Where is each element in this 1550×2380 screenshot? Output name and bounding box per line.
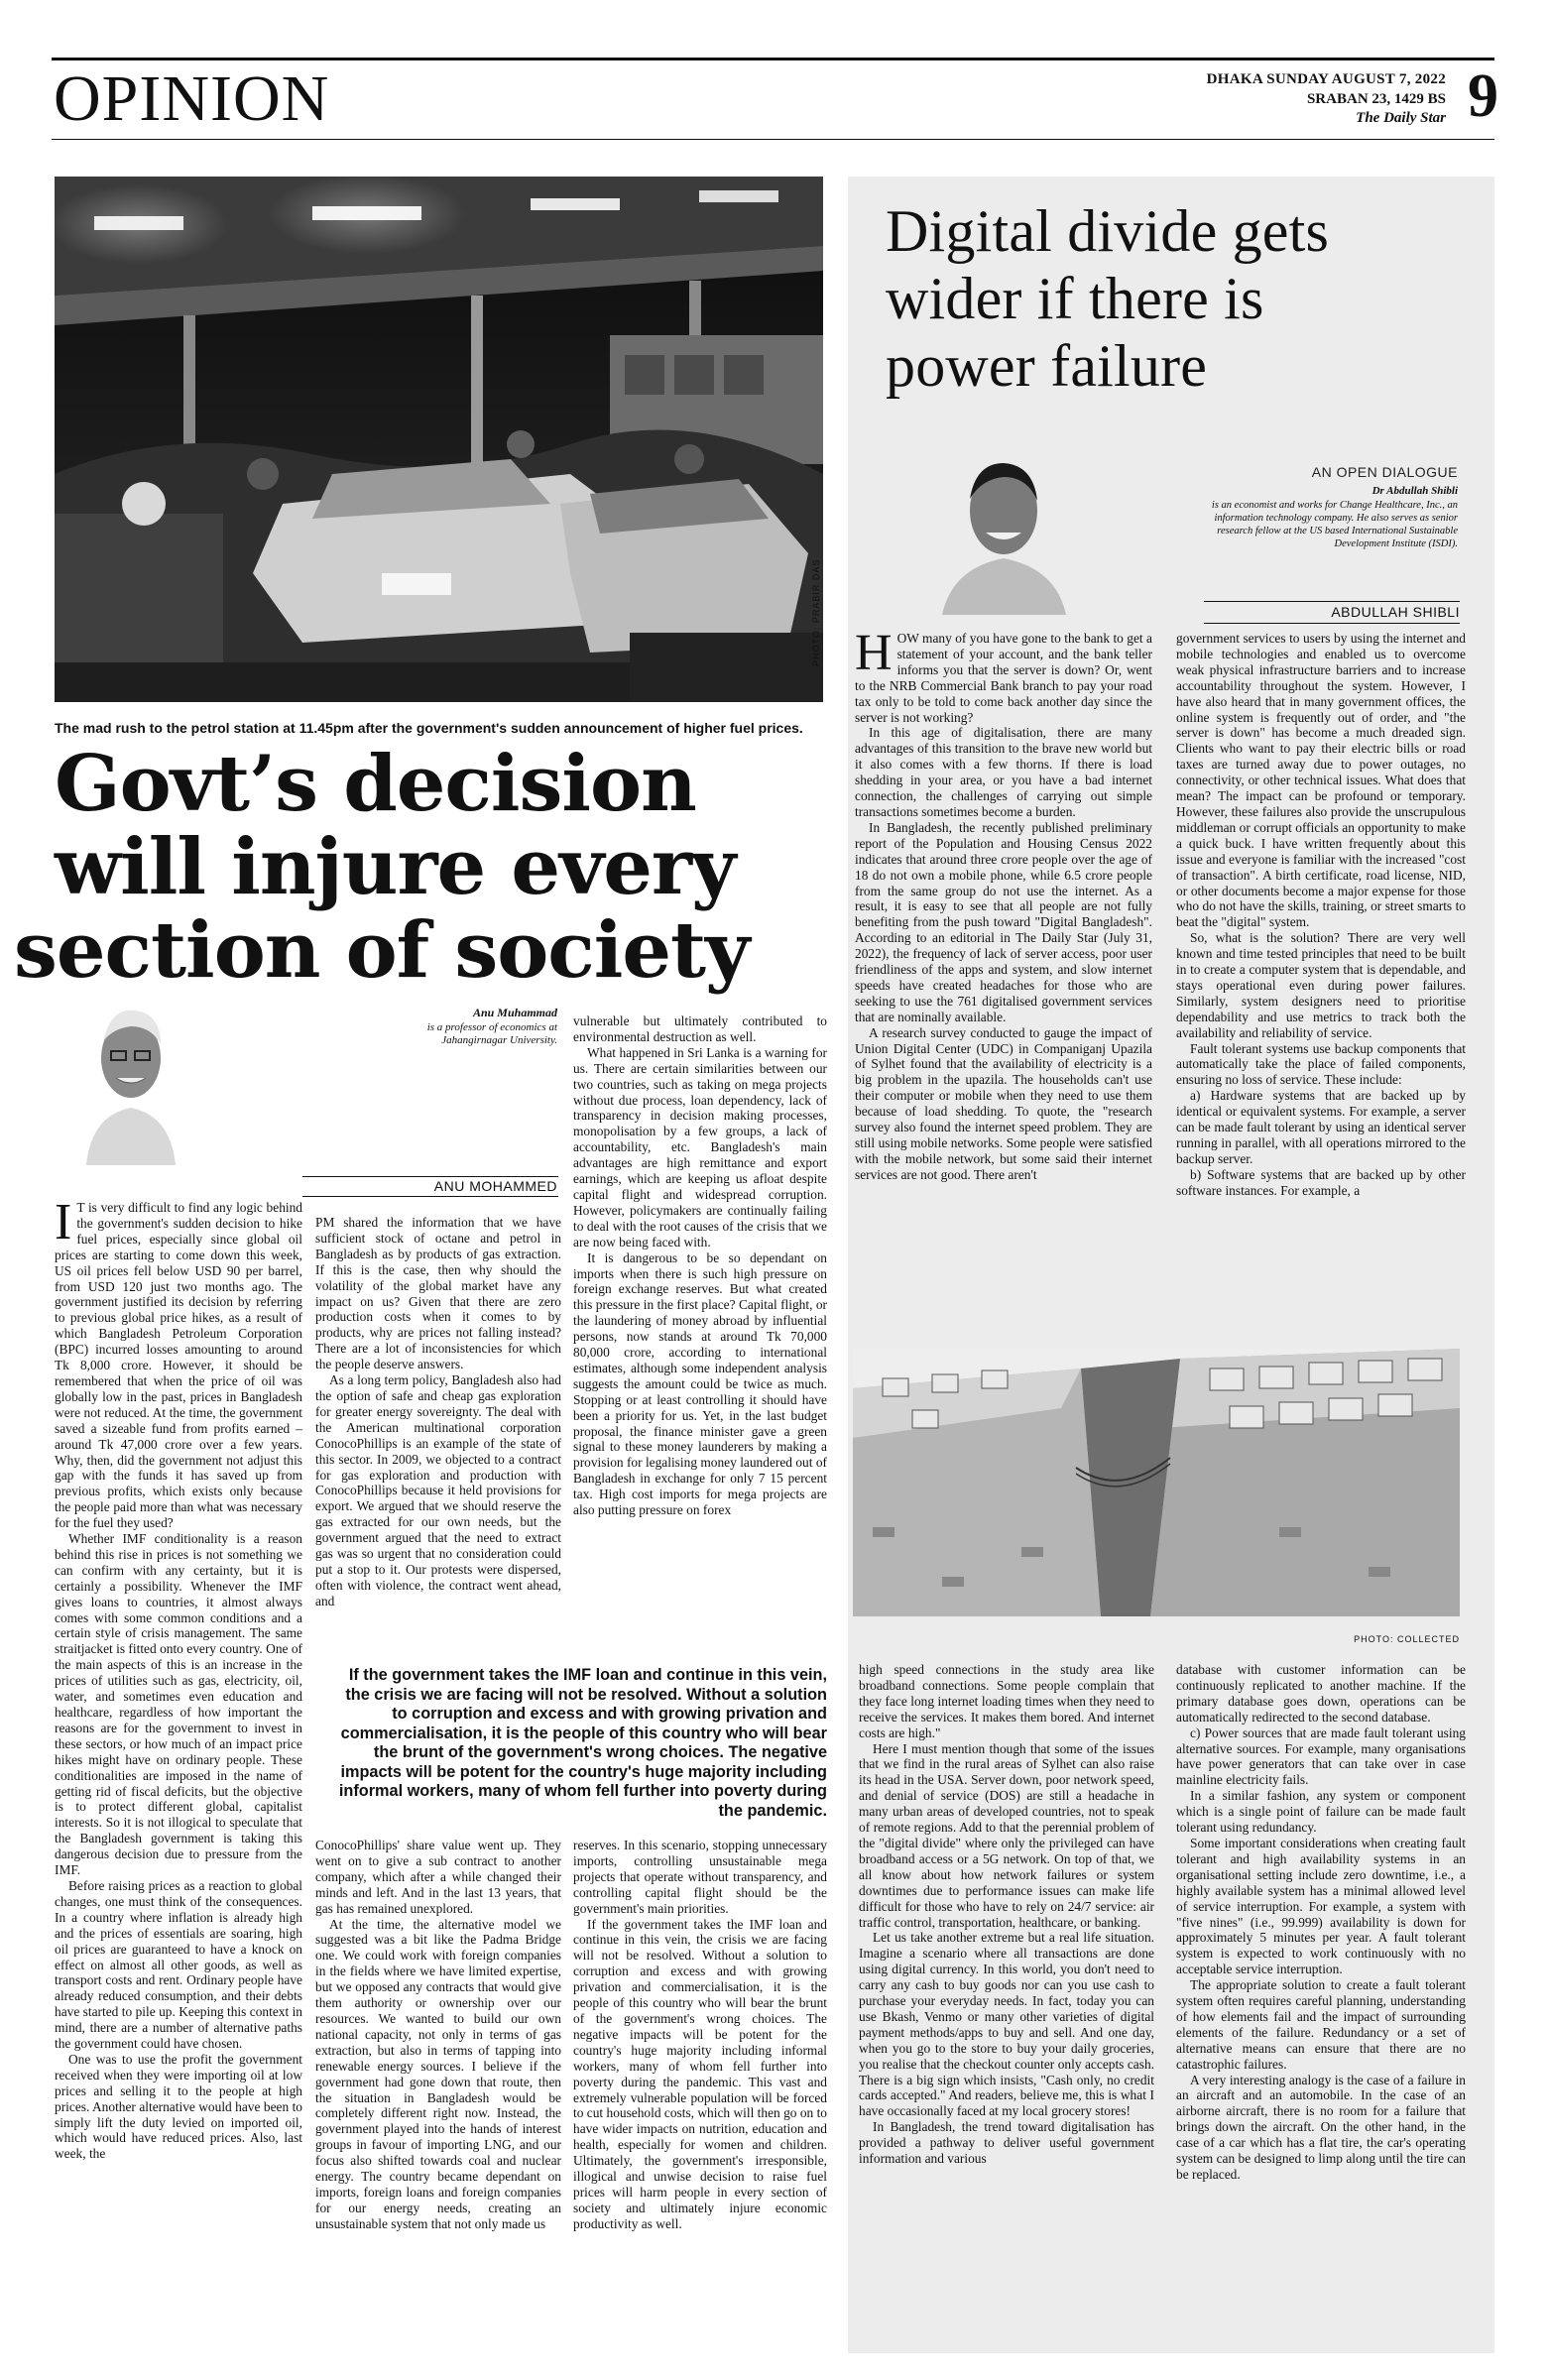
author-short-anu: Anu Muhammad <box>472 1006 557 1019</box>
anu-col-2-bottom <box>315 1838 561 2346</box>
anu-col1-p1: T is very difficult to find any logic behind the government's sudden decision to hike fuel prices, especially since global oil prices are starting to come down this week, US oil prices fell below USD 90 per barrel, from USD 120 just two months ago. The government justified its decision by referring to previous global price hikes, as a result of which Bangladesh Petroleum Corporation (BPC) incurred losses amounting to around Tk 8,000 crore. However, it should be remembered that when the price of oil was globally low in the past, prices in Bangladesh were not reduced. At the time, the government saved a sizeable fund from profits earned – around Tk 47,000 crore over a few years. Why, then, did the government not adjust this gap with the funds it has saved up from previous profits, which exists only because the people paid more than what was necessary for the fuel they used? <box>55 1200 302 1531</box>
shibli-col4-p6: A very interesting analogy is the case of a failure in an aircraft and an automobile. In the case of an airborne aircraft, there is no room for a failure that brings down the aircraft. On the other hand, in the case of a car which has a flat tire, the car's operating system can be designed to limp along until the tire can be replaced. <box>1176 2072 1466 2182</box>
shibli-col1-p1: OW many of you have gone to the bank to get a statement of your account, and the bank teller informs you that the server is down? Or, went to the NRB Commercial Bank branch to pay your road tax only to be told to come back another day since the server is not working? <box>855 631 1152 725</box>
shibli-col3-p4: In Bangladesh, the trend toward digitalisation has provided a pathway to deliver useful government information and various <box>859 2119 1154 2167</box>
digital-divide-illustration <box>853 1349 1460 1616</box>
shibli-col3-p2: Here I must mention though that some of the issues that we find in the rural areas of Sylhet can also raise its head in the USA. Server down, poor network speed, and denial of service (DOS) are still a headache in many urban areas of developed countries, not to speak of remote regions. Add to that the perennial problem of the "digital divide" where only the privileged can have broadband access or a 5G network. On top of that, we all know about how network failures or system downtimes due to performance issues can make life difficult for those who have to rely on 24/7 service: air traffic control, transportation, healthcare, or banking. <box>859 1740 1154 1930</box>
right-headline-line-1: Digital divide gets <box>886 198 1330 264</box>
masthead-logo: The Daily Star <box>1356 110 1446 126</box>
shibli-col2-p1: government services to users by using the internet and mobile technologies and enabled us to overcome weak physical infrastructure barriers and to increase accountability throughout the system. However, I have also heard that in many government offices, the online system is frequently out of order, and "the server is down" has become a much dreaded sign. Clients who want to pay their electric bills or road taxes are turned away due to power outages, no connectivity, or other technical issues. What does that mean? The impact can be profound or temporary. However, these failures also provide the unscrupulous middleman or corrupt officials an opportunity to make a quick buck. I have written frequently about this issue and everyone is familiar with the increased "cost of transaction". A birth certificate, road license, NID, or other documents become a major expense for those who do not have the skills, training, or street smarts to beat the "digital" system. <box>1176 631 1466 930</box>
illustration-credit: PHOTO: COLLECTED <box>1354 1634 1460 1644</box>
anu-col3-p2: What happened in Sri Lanka is a warning for us. There are certain similarities between our two countries, such as taking on mega projects without due process, loan dependency, lack of transparency in decision making processes, monopolisation by a few groups, a lack of accountability, etc. Bangladesh's main advantages are high remittance and export earnings, which are keeping us afloat despite capital flight and widespread corruption. However, policymakers are continually failing to deal with the root causes of the crisis that we are now being faced with. <box>573 1044 827 1250</box>
section-title: OPINION <box>54 62 330 135</box>
shibli-col4-p2: c) Power sources that are made fault tolerant using alternative sources. For example, many organisations have power generators that can take over in case mainline electricity fails. <box>1176 1725 1466 1788</box>
anu-col-2-top <box>315 1215 561 1639</box>
anu-col1-p4: One was to use the profit the government received when they were importing oil at low prices and selling it to the people at high prices. Another alternative would have been to simply lift the duty levied on imported oil, which would have reduced prices. Also, last week, the <box>55 2051 302 2162</box>
shibli-col1-p4: A research survey conducted to gauge the impact of Union Digital Center (UDC) in Companiganj Upazila of Sylhet found that the availability of electricity is a big problem in the upazila. The households can't use their computer or mobile when they need to use them because of load shedding. To quote, the "research survey also found the internet speed problem. They are still using mobile networks. Some people were satisfied with the mobile network, but some said their internet services are not good. There aren't <box>855 1024 1152 1182</box>
anu-col-1 <box>55 1200 302 2340</box>
anu-col2-bp2: At the time, the alternative model we suggested was a bit like the Padma Bridge one. We could work with foreign companies in the fields where we have limited expertise, but we opposed any contracts that would give them authority or ownership over our resources. We wanted to build our own national capacity, not only in terms of gas extraction, but also in terms of tapping into renewable energy sources. I believe if the government had gone down that route, then the situation in Bangladesh would be completely different right now. Instead, the government played into the hands of interest groups in favour of importing LNG, and our focus also shifted towards coal and nuclear energy. The country became dependant on imports, foreign loans and foreign companies for our energy needs, creating an unsustainable system that not only made us <box>315 1916 561 2231</box>
shibli-col4-p3: In a similar fashion, any system or component which is a single point of failure can be made fault tolerant using redundancy. <box>1176 1788 1466 1836</box>
headline-line-2: will injure every <box>55 822 736 912</box>
petrol-station-photo <box>55 177 823 702</box>
shibli-col2-p4: a) Hardware systems that are backed up by identical or equivalent systems. For example, a server can be made fault tolerant by using an identical server running in parallel, with all operations mirrored to the backup server. <box>1176 1088 1466 1166</box>
shibli-col1-p2: In this age of digitalisation, there are many advantages of this transition to the brave new world but it also comes with a few thorns. If there is load shedding in your area, or you have a bad internet connection, the challenges of carrying out simple transactions sometimes become a burden. <box>855 725 1152 819</box>
headline-line-3: section of society <box>14 905 750 996</box>
anu-col3-bp2: If the government takes the IMF loan and continue in this vein, the crisis we are facing will not be resolved. Without a solution to corruption and excess and with growing privation and commercialisation, it is the people of this country who will bear the brunt of the government's wrong choices. The negative impacts will be potent for the country's huge majority including informal workers, many of whom fell further into poverty during the pandemic. This vast and extremely vulnerable population will be forced to cut household costs, which will then go on to have wider impacts on nutrition, education and health, especially for women and children. Ultimately, the government's irresponsible, illogical and unwise decision to raise fuel prices will harm people in every section of society and ultimately injure economic productivity as well. <box>573 1916 827 2231</box>
dateline: DHAKA SUNDAY AUGUST 7, 2022 <box>1206 71 1446 87</box>
shibli-col-4 <box>1176 1662 1466 2344</box>
anu-col2-p2: As a long term policy, Bangladesh also had the option of safe and cheap gas exploration for greater energy sovereignty. The deal with the American multinational corporation ConocoPhillips is an example of the state of this sector. In 2009, we objected to a contract for gas exploration and production with ConocoPhillips because it held provisions for export. We argued that we should reserve the gas extracted for our own needs, but the government argued that the need to extract gas was so urgent that no consideration could put a stop to it. Our protests were dispersed, often with violence, the contract went ahead, and <box>315 1372 561 1608</box>
shibli-col1-p3: In Bangladesh, the recently published preliminary report of the Population and Housing Census 2022 indicates that around three crore people over the age of 18 do not own a mobile phone, while 6.5 crore people from the same group do not use the internet. As a result, it is easy to see that all people are not fully benefiting from the push toward "Digital Bangladesh". According to an editorial in The Daily Star (July 31, 2022), the frequency of lack of server access, poor user friendliness of the apps and system, and slow internet speeds have created headaches for those who are seeking to use the 761 digitalised government services that are nominally available. <box>855 819 1152 1024</box>
shibli-col4-p1: database with customer information can be continuously replicated to another machine. If the primary database goes down, operations can be automatically redirected to the second database. <box>1176 1662 1466 1725</box>
byline-anu: ANU MOHAMMED <box>433 1178 557 1194</box>
anu-col2-bp1: ConocoPhillips' share value went up. They went on to give a sub contract to another company, which after a while changed their minds and left. And in the last 13 years, that gas has remained unexplored. <box>315 1838 561 1916</box>
shibli-col-2 <box>1176 631 1466 1340</box>
photo-credit: PHOTO: PRABIR DAS <box>811 558 821 666</box>
anu-col2-p1: PM shared the information that we have sufficient stock of octane and petrol in Bangladesh as by products of gas extraction. If this is the case, then why should the volatility of the global market have any impact on us? Given that there are zero production costs when it comes to by products, why are prices not falling instead? There are a lot of inconsistencies for which the people deserve answers. <box>315 1215 561 1372</box>
shibli-col-3 <box>859 1662 1154 2344</box>
shibli-col4-p4: Some important considerations when creating fault tolerant and high availability systems in an organisational setting include zero downtime, i.e., a highly available system has a minimal allowed level of service interruption. For example, a system with "five nines" (i.e., 99.999) availability is down for approximately 5 minutes per year. A fault tolerant system is expected to work continuously with no acceptable service interruption. <box>1176 1835 1466 1977</box>
photo-caption: The mad rush to the petrol station at 11.45pm after the government's sudden announcement of higher fuel prices. <box>55 720 803 736</box>
author-portrait-shibli <box>942 451 1066 615</box>
shibli-col3-p3: Let us take another extreme but a real life situation. Imagine a scenario where all transactions are done using digital currency. In this world, you don't need to carry any cash to buy goods nor can you use cash to purchase your everyday needs. In fact, today you can use Bkash, Venmo or many other varieties of digital payment methods/apps to buy and sell. And one day, when you go to the store to buy your daily groceries, you realise that the checkout counter only accepts cash. There is a big sign which insists, "Cash only, no credit cards accepted." And readers, believe me, this is what I have occasionally faced at my local grocery stores! <box>859 1930 1154 2119</box>
author-bio-anu: is a professor of economics at Jahangirnagar University. <box>426 1021 557 1046</box>
anu-col1-p2: Whether IMF conditionality is a reason behind this rise in prices is not something we can confirm with any certainty, but it is certainly a possibility. Whenever the IMF gives loans to countries, it almost always comes with some common conditions and a certain style of crisis management. The same straitjacket is fitted onto every country. One of the main aspects of this is an increase in the prices of utilities such as gas, electricity, oil, water, and sometimes even education and healthcare, regardless of how important the reasons are for the government to invest in these sectors, or how much of an impact price hikes might have on ordinary people. These conditionalities are imposed in the name of getting rid of fiscal deficits, but the objective is to protect different global, capitalist interests. So it is not illogical to speculate that the Bangladesh government is taking this dangerous decision due to pressure from the IMF. <box>55 1531 302 1878</box>
pull-quote: If the government takes the IMF loan and continue in this vein, the crisis we are facing will not be resolved. Without a solution to corruption and excess and with growing privation and commercialisation, it is the people of this country who will bear the brunt of the government's wrong choices. The negative impacts will be potent for the country's huge majority including informal workers, many of whom fell further into poverty during the pandemic. <box>338 1666 827 1820</box>
headline-line-1: Govt’s decision <box>55 739 696 829</box>
shibli-col2-p2: So, what is the solution? There are very well known and time tested principles that need to be built in to create a computer system that is dependable, and stays operational even during power failures. Similarly, system designers need to prioritise dependability and use metrics to track both the availability and reliability of service. <box>1176 930 1466 1040</box>
right-headline-line-3: power failure <box>886 333 1208 399</box>
shibli-col-1 <box>855 631 1152 1340</box>
shibli-col4-p5: The appropriate solution to create a fault tolerant system often requires careful planning, understanding of how elements fail and the impact of surrounding elements of the failure. Redundancy or a set of alternative means can ensure that there are no catastrophic failures. <box>1176 1977 1466 2072</box>
series-title: AN OPEN DIALOGUE <box>1311 464 1458 480</box>
anu-col3-p3: It is dangerous to be so dependant on imports when there is such high pressure on foreign exchange reserves. But what created this pressure in the first place? Capital flight, or the laundering of money abroad by influential persons, now stands at around Tk 70,000 80,000 crore, according to international estimates, although some independent analysis suggests the amount could be twice as much. Stopping or at least controlling it should have been a priority for us. Yet, in the last budget proposal, the finance minister gave a green signal to these money launderers by making a provision for legalising money laundered out of Bangladesh in exchange for only 7 15 percent tax. High cost imports for mega projects are also putting pressure on forex <box>573 1250 827 1518</box>
page-number: 9 <box>1468 62 1498 130</box>
byline-shibli: ABDULLAH SHIBLI <box>1331 604 1460 620</box>
dropcap-h: H <box>855 631 893 681</box>
author-short-shibli: Dr Abdullah Shibli <box>1371 485 1458 497</box>
shibli-col2-p3: Fault tolerant systems use backup components that automatically take the place of failed components, ensuring no loss of service. These include: <box>1176 1040 1466 1088</box>
anu-col1-p3: Before raising prices as a reaction to global changes, one must think of the consequences. In a country where inflation is already high and the prices of essentials are soaring, high oil prices are guaranteed to have a knock on effect on almost all other goods, as well as transport costs and rent. Ordinary people have already reduced consumption, and their debts have started to pile up. Keeping this context in mind, there are a number of alternative paths the government could have chosen. <box>55 1877 302 2052</box>
author-bio-shibli: is an economist and works for Change Healthcare, Inc., an information technology company. He also serves as senior research fellow at the US based International Sustainable Development Institute (ISDI). <box>1211 500 1458 549</box>
shibli-col2-p5: b) Software systems that are backed up by other software instances. For example, a <box>1176 1166 1466 1198</box>
right-headline-line-2: wider if there is <box>886 266 1264 331</box>
dropcap-i: I <box>55 1200 72 1250</box>
anu-col3-bp1: reserves. In this scenario, stopping unnecessary imports, controlling unsustainable mega projects that operate without transparency, and controlling capital flight should be the government's main priorities. <box>573 1838 827 1916</box>
anu-col3-p1: vulnerable but ultimately contributed to environmental destruction as well. <box>573 1013 827 1044</box>
bengali-date: SRABAN 23, 1429 BS <box>1306 91 1446 107</box>
anu-col-3-bottom <box>573 1838 827 2346</box>
anu-col-3-top <box>573 1013 827 1639</box>
shibli-col3-p1: high speed connections in the study area like broadband connections. Some people complain that they face long internet loading times when they need to receive the services. It makes them bored. And internet costs are high." <box>859 1662 1154 1740</box>
author-portrait-anu <box>81 997 180 1165</box>
